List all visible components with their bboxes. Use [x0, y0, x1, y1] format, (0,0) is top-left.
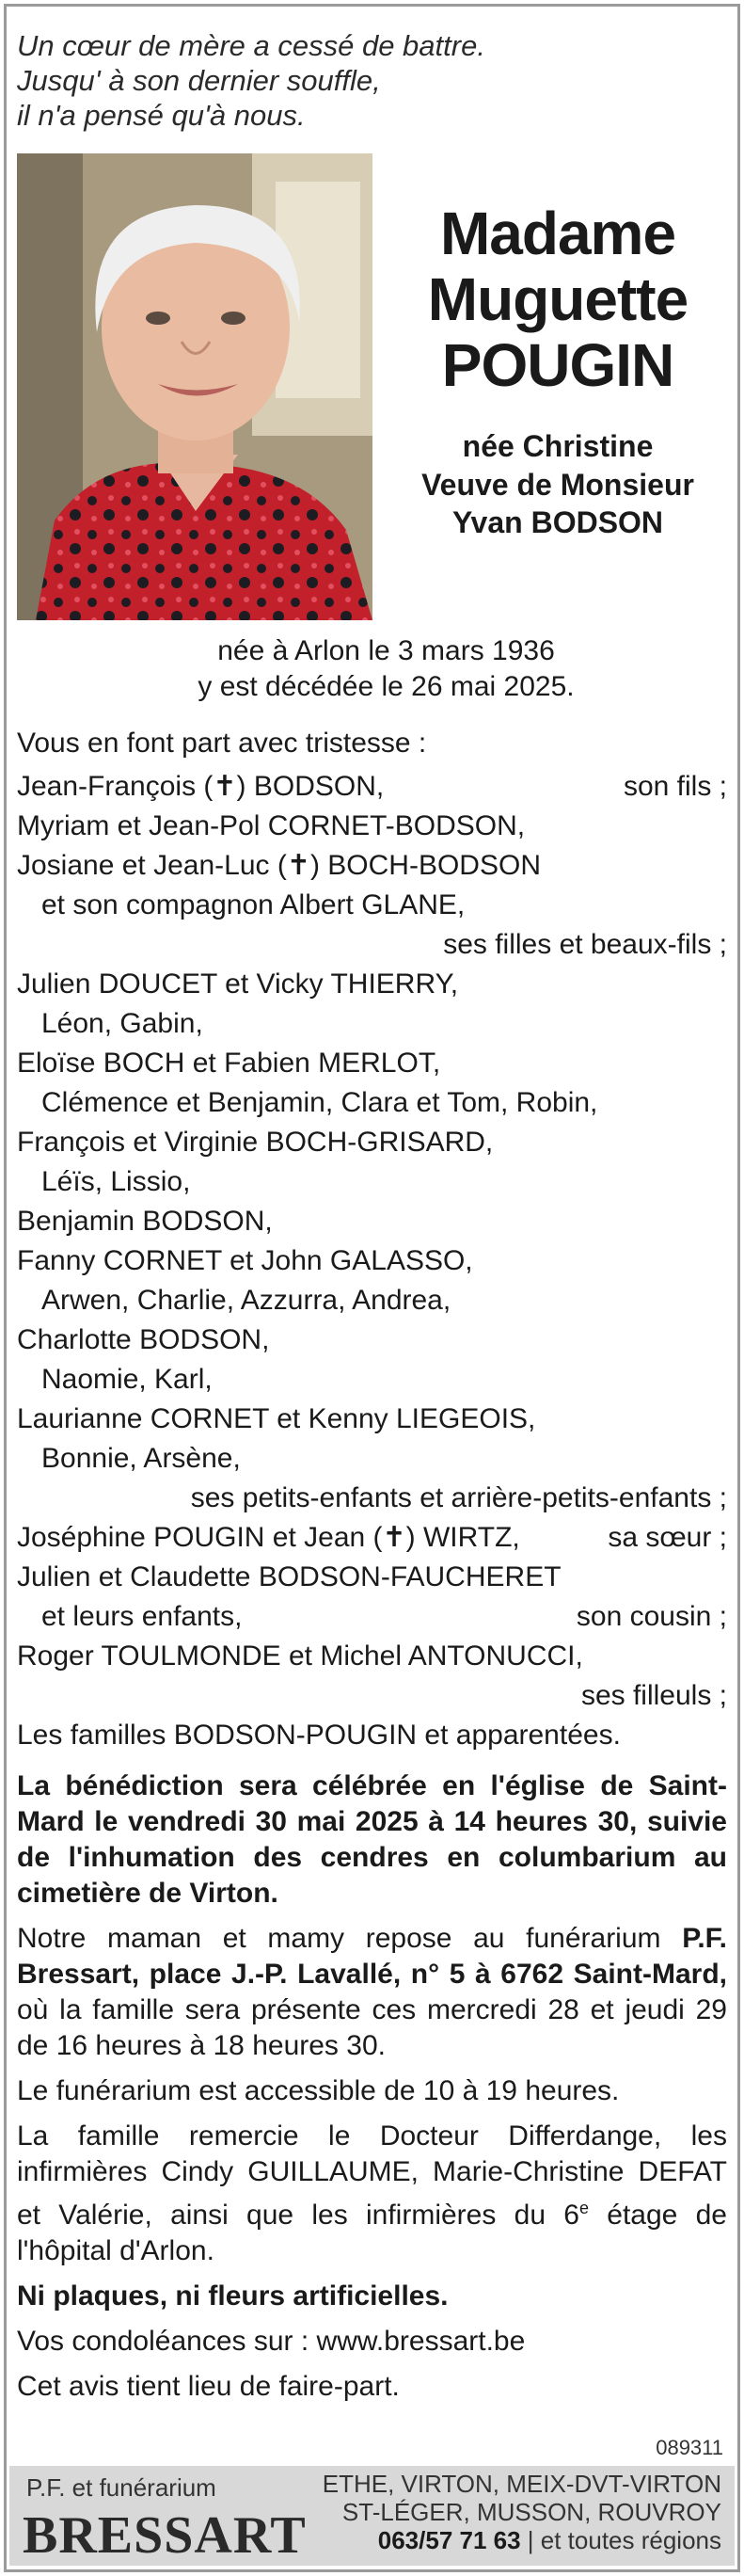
family-row: [17, 1123, 727, 1162]
family-row: [17, 1400, 727, 1439]
family-row: [17, 925, 727, 965]
family-members: Arwen, Charlie, Azzurra, Andrea,: [41, 1285, 451, 1316]
birth-death-info: [17, 633, 727, 705]
funerarium-text-part: où la famille sera présente ces mercredi 28 et jeudi 29 de 16 heures à 18 heures 30.: [17, 1994, 727, 2061]
thanks-text: [17, 2119, 727, 2269]
birth-line: née à Arlon le 3 mars 1936: [217, 635, 555, 666]
family-members: Julien et Claudette BODSON-FAUCHERET: [17, 1561, 562, 1592]
family-row: [17, 1597, 727, 1637]
family-members: Bonnie, Arsène,: [41, 1443, 241, 1474]
relationship-label: ses petits-enfants et arrière-petits-enfants ;: [190, 1482, 727, 1513]
family-members: Léïs, Lissio,: [41, 1166, 191, 1197]
family-members: Léon, Gabin,: [41, 1008, 203, 1039]
family-row: [17, 1479, 727, 1518]
family-members: et leurs enfants,: [41, 1601, 243, 1632]
family-row: [17, 767, 727, 807]
name-block: [388, 200, 727, 541]
reference-number: 089311: [656, 2436, 723, 2459]
first-name: Muguette: [427, 265, 689, 333]
family-row: [17, 1202, 727, 1241]
death-line: y est décédée le 26 mai 2025.: [198, 671, 575, 702]
family-row: [17, 1439, 727, 1479]
no-flowers-note: Ni plaques, ni fleurs artificielles.: [17, 2280, 449, 2312]
footer-locations: [323, 2470, 721, 2554]
family-row: [17, 1044, 727, 1083]
relationship-label: sa sœur ;: [608, 1522, 727, 1553]
family-members: François et Virginie BOCH-GRISARD,: [17, 1127, 494, 1158]
family-row: [17, 1558, 727, 1597]
family-row: [17, 1281, 727, 1320]
intro-text: Vous en font part avec tristesse :: [17, 728, 427, 759]
ceremony-text: La bénédiction sera célébrée en l'église de Saint-Mard le vendredi 30 mai 2025 à 14 heures 30, suivie de l'inhumation des cendres en columbarium au cimetière de Virton.: [17, 1770, 727, 1909]
family-row: [17, 1716, 727, 1755]
header-block: [17, 153, 727, 624]
family-row: [17, 1083, 727, 1123]
footer-contact: [323, 2526, 721, 2554]
epigraph: [17, 28, 727, 133]
family-row: [17, 886, 727, 925]
family-members: Benjamin BODSON,: [17, 1206, 273, 1237]
name-title: Madame: [439, 200, 676, 267]
spouse-name: Yvan BODSON: [451, 505, 664, 539]
condolences-link[interactable]: Vos condoléances sur : www.bressart.be: [17, 2326, 526, 2357]
family-row: [17, 1004, 727, 1044]
thanks-part: La famille remercie le Docteur Differdange, les infirmières Cindy GUILLAUME, Marie-Christine DEFAT et Valérie, ainsi que les infirmières du 6: [17, 2120, 727, 2231]
portrait-photo: [17, 153, 372, 620]
family-members: Laurianne CORNET et Kenny LIEGEOIS,: [17, 1403, 536, 1434]
funeral-home-footer: [9, 2466, 735, 2566]
family-row: [17, 1518, 727, 1558]
obituary-content: [17, 28, 727, 2405]
family-members: Eloïse BOCH et Fabien MERLOT,: [17, 1048, 441, 1079]
family-members: Josiane et Jean-Luc (✝) BOCH-BODSON: [17, 850, 541, 881]
family-members: Myriam et Jean-Pol CORNET-BODSON,: [17, 810, 526, 841]
last-name: POUGIN: [441, 331, 674, 399]
family-row: [17, 1162, 727, 1202]
family-members: et son compagnon Albert GLANE,: [41, 889, 466, 920]
funerarium-text-part: Notre maman et mamy repose au funérarium: [17, 1923, 683, 1954]
family-row: [17, 807, 727, 846]
family-members: Joséphine POUGIN et Jean (✝) WIRTZ,: [17, 1522, 520, 1553]
footer-subtitle: P.F. et funérarium: [26, 2473, 216, 2502]
family-row: [17, 965, 727, 1004]
family-members: Julien DOUCET et Vicky THIERRY,: [17, 968, 459, 1000]
relationship-label: ses filleuls ;: [580, 1680, 727, 1711]
relationship-label: son cousin ;: [576, 1601, 727, 1632]
footer-regions: et toutes régions: [540, 2526, 721, 2554]
family-row: [17, 1320, 727, 1360]
family-list: [17, 724, 727, 1755]
family-row: [17, 1241, 727, 1281]
family-members: Fanny CORNET et John GALASSO,: [17, 1245, 473, 1276]
epigraph-line: il n'a pensé qu'à nous.: [17, 99, 306, 132]
epigraph-line: Jusqu' à son dernier souffle,: [17, 64, 381, 97]
widow-of-label: Veuve de Monsieur: [421, 468, 694, 502]
family-row: [17, 1676, 727, 1716]
family-row: [17, 1360, 727, 1400]
funerarium-address: P.F. Bressart, place J.-P. Lavallé, n° 5 à 6762 Saint-Mard,: [17, 1923, 727, 1990]
family-members: Roger TOULMONDE et Michel ANTONUCCI,: [17, 1640, 583, 1672]
ordinal-suffix: e: [578, 2199, 589, 2217]
relationship-label: son fils ;: [623, 771, 727, 802]
family-members: Charlotte BODSON,: [17, 1324, 270, 1355]
footer-brand-logo: BRESSART: [23, 2506, 307, 2565]
family-members: Naomie, Karl,: [41, 1364, 213, 1395]
thanks-part: étage de l'hôpital d'Arlon.: [17, 2200, 727, 2266]
relationship-label: ses filles et beaux-fils ;: [443, 929, 727, 960]
funerarium-text: [17, 1921, 727, 2064]
family-row: [17, 1637, 727, 1676]
faire-part-notice: Cet avis tient lieu de faire-part.: [17, 2371, 400, 2402]
maiden-name: née Christine: [462, 429, 654, 463]
opening-hours: Le funérarium est accessible de 10 à 19 heures.: [17, 2075, 620, 2106]
family-row: [17, 846, 727, 886]
family-rows: [17, 767, 727, 1755]
epigraph-line: Un cœur de mère a cessé de battre.: [17, 29, 485, 62]
family-members: Jean-François (✝) BODSON,: [17, 771, 385, 802]
footer-separator: |: [520, 2526, 541, 2554]
footer-phone[interactable]: 063/57 71 63: [377, 2526, 521, 2554]
family-members: Les familles BODSON-POUGIN et apparentées.: [17, 1720, 621, 1751]
footer-towns-line: ETHE, VIRTON, MEIX-DVT-VIRTON: [322, 2470, 721, 2498]
footer-towns-line: ST-LÉGER, MUSSON, ROUVROY: [341, 2498, 721, 2526]
family-members: Clémence et Benjamin, Clara et Tom, Robin,: [41, 1087, 598, 1118]
